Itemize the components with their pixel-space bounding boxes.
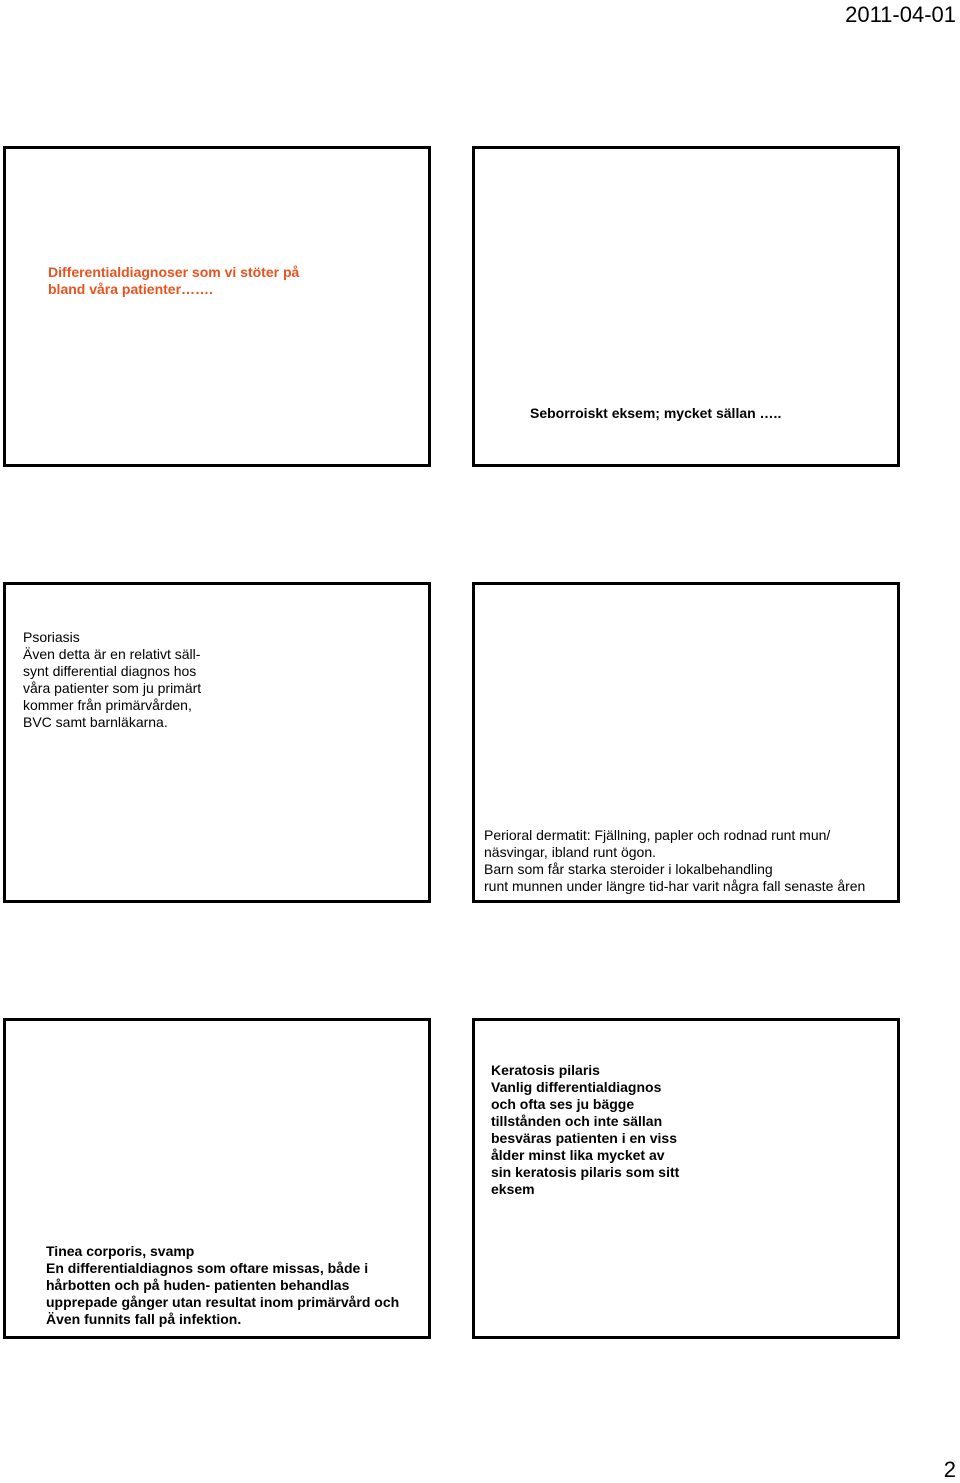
slide-caption-text: Perioral dermatit: Fjällning, papler och rodnad runt mun/ näsvingar, ibland runt ögon. Barn som får starka steroider i lokalbehandling runt munnen under längre tid-har varit några fall senaste åren <box>484 827 866 894</box>
page-number: 2 <box>943 1457 956 1482</box>
slide-caption-text: Keratosis pilaris Vanlig differentialdiagnos och ofta ses ju bägge tillstånden och inte sällan besväras patienten i en viss ålder minst lika mycket av sin keratosis pilaris som sitt eksem <box>491 1062 680 1197</box>
header-date: 2011-04-01 <box>845 2 956 27</box>
slide-seborroiskt-eksem <box>472 146 900 467</box>
slide-caption-text: Seborroiskt eksem; mycket sällan ….. <box>530 405 782 421</box>
slide-perioral-dermatit <box>472 582 900 903</box>
slide-psoriasis <box>3 582 431 903</box>
slide-tinea-corporis <box>3 1018 431 1339</box>
slide-keratosis-pilaris <box>472 1018 900 1339</box>
slide-title-text: Differentialdiagnoser som vi stöter på bland våra patienter……. <box>48 264 300 297</box>
slide-body-text: Psoriasis Även detta är en relativt säll- synt differential diagnos hos våra patienter som ju primärt kommer från primärvården, BVC samt barnläkarna. <box>23 629 202 730</box>
slide-caption-text: Tinea corporis, svamp En differentialdiagnos som oftare missas, både i hårbotten och på huden- patienten behandlas upprepade gånger utan resultat inom primärvård och Även funnits fall på infektion. <box>46 1243 400 1327</box>
slide-differentialdiagnoser <box>3 146 431 467</box>
